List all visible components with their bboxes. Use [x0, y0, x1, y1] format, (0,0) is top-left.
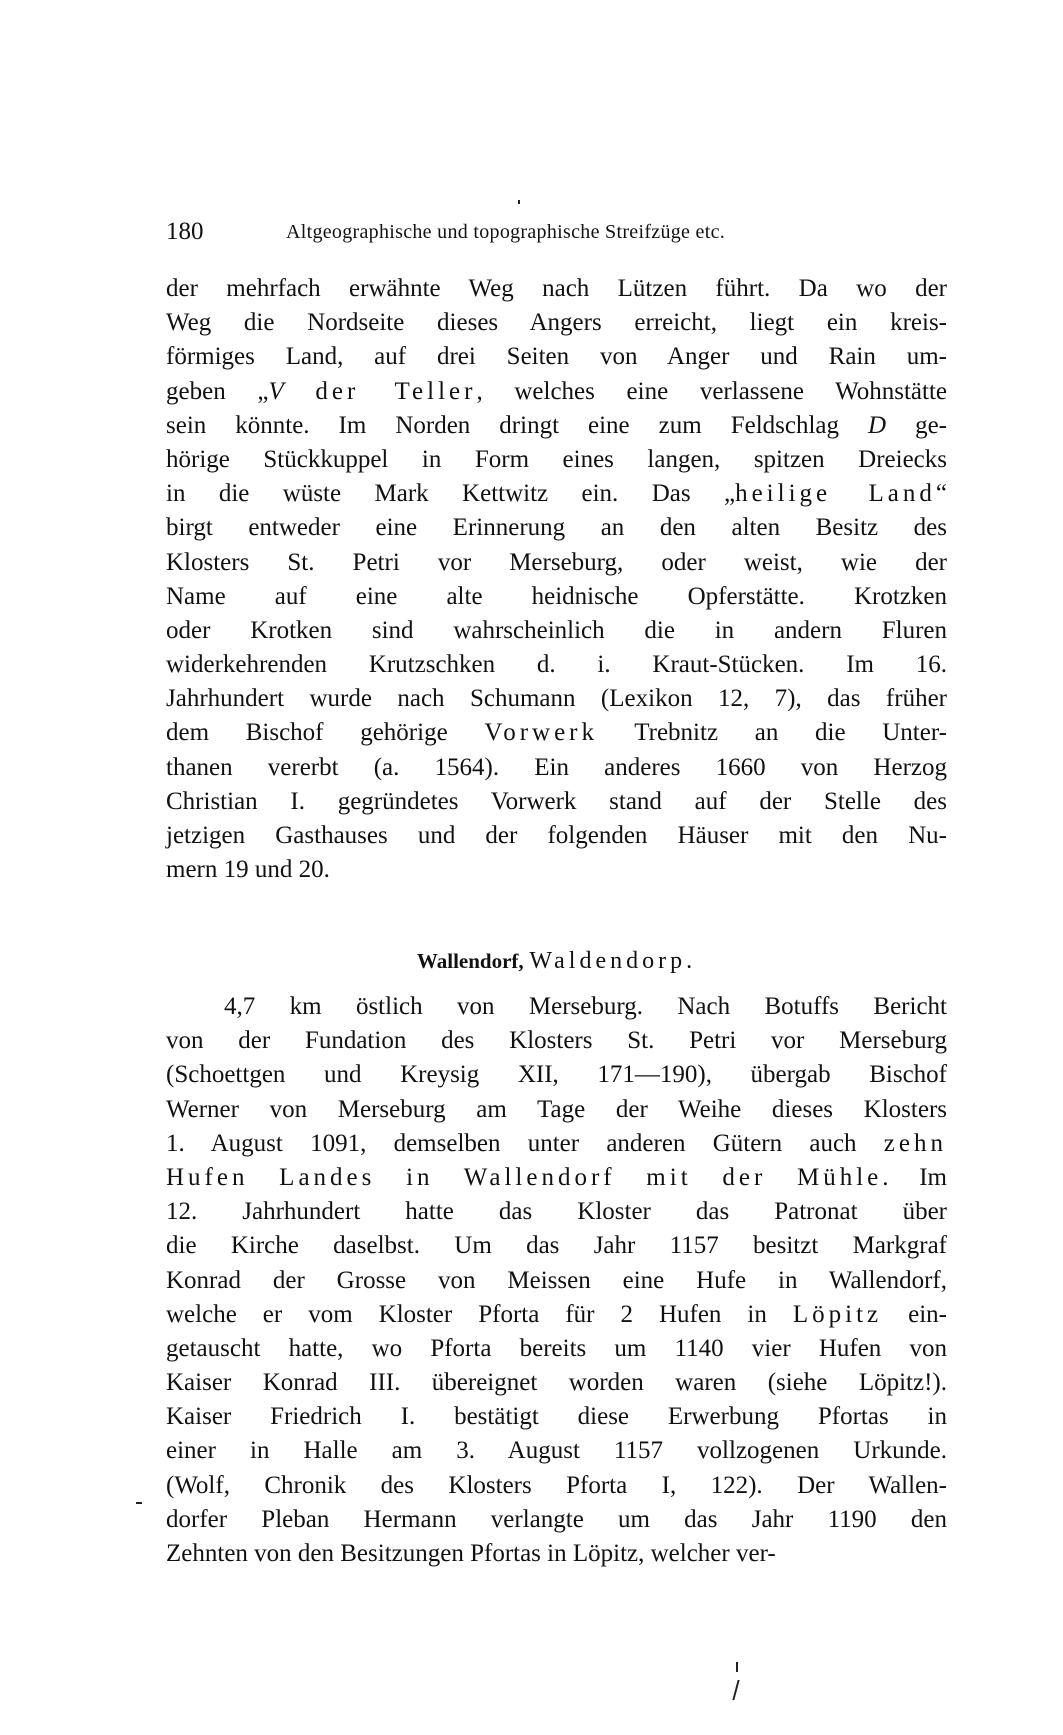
text-segment: Kaiser Konrad III. übereignet worden waren (siehe Löpitz!).: [166, 1369, 947, 1397]
text-segment: “: [935, 480, 947, 508]
running-header: [166, 218, 947, 252]
section-heading-old-name: Waldendorp.: [529, 948, 697, 974]
page-number: 180: [166, 218, 204, 245]
text-segment: Weg die Nordseite dieses Angers erreicht, liegt ein kreis-: [166, 309, 947, 337]
spaced-emphasis-text: der Teller: [315, 377, 477, 405]
text-line: [166, 648, 947, 682]
text-line: [166, 1024, 947, 1058]
text-segment: (Schoettgen und Kreysig XII, 171—190), übergab Bischof: [166, 1061, 947, 1089]
text-segment: Christian I. gegründetes Vorwerk stand auf der Stelle des: [166, 787, 947, 815]
text-line: [166, 751, 947, 785]
scan-speck: [732, 1680, 739, 1700]
text-line: [166, 1161, 947, 1195]
text-segment: dem Bischof gehörige: [166, 719, 485, 747]
text-segment: [284, 378, 316, 405]
text-segment: geben „: [166, 377, 269, 405]
text-line: [166, 1264, 947, 1298]
section-heading-name: Wallendorf,: [416, 949, 524, 973]
text-segment: die Kirche daselbst. Um das Jahr 1157 besitzt Markgraf: [166, 1232, 947, 1260]
text-segment: birgt entweder eine Erinnerung an den alten Besitz des: [166, 514, 947, 542]
text-line: [166, 511, 947, 545]
text-segment: thanen vererbt (a. 1564). Ein anderes 1660 von Herzog: [166, 753, 947, 781]
text-line: [166, 1195, 947, 1229]
text-line: [166, 1400, 947, 1434]
text-segment: der mehrfach erwähnte Weg nach Lützen führt. Da wo der: [166, 275, 947, 302]
text-line: [166, 272, 947, 306]
text-segment: Jahrhundert wurde nach Schumann (Lexikon 12, 7), das früher: [166, 685, 947, 713]
paragraph-1: [166, 272, 947, 887]
text-segment: Name auf eine alte heidnische Opferstätte. Krotzken: [166, 582, 947, 610]
text-line: [166, 1332, 947, 1366]
text-line: [166, 1537, 947, 1571]
text-line: [166, 1058, 947, 1092]
text-segment: , welches eine verlassene Wohnstätte: [476, 377, 947, 405]
spaced-emphasis-text: Löpitz: [792, 1300, 883, 1328]
scan-speck: [518, 200, 520, 204]
italic-text: V: [268, 377, 284, 405]
text-line: [166, 1127, 947, 1161]
text-segment: ein-: [882, 1300, 948, 1328]
text-line: [166, 1093, 947, 1127]
text-segment: in die wüste Mark Kettwitz ein. Das „: [166, 480, 736, 508]
text-segment: 12. Jahrhundert hatte das Kloster das Patronat über: [166, 1198, 947, 1226]
text-line: [166, 785, 947, 819]
text-segment: einer in Halle am 3. August 1157 vollzogenen Urkunde.: [166, 1437, 947, 1465]
text-segment: von der Fundation des Klosters St. Petri vor Merseburg: [166, 1027, 947, 1055]
text-line: [166, 306, 947, 340]
paragraph-2: [166, 990, 947, 1571]
text-segment: Im: [892, 1163, 947, 1191]
text-segment: ge-: [886, 411, 947, 439]
text-line: [166, 340, 947, 374]
text-segment: mern 19 und 20.: [166, 856, 330, 884]
text-line: [166, 1434, 947, 1468]
text-line: [166, 716, 947, 750]
text-segment: 1. August 1091, demselben unter anderen Gütern auch: [166, 1129, 884, 1157]
text-line: [166, 1469, 947, 1503]
text-segment: sein könnte. Im Norden dringt eine zum Feldschlag: [166, 411, 869, 439]
text-line: [166, 1503, 947, 1537]
text-segment: Trebnitz an die Unter-: [598, 719, 948, 747]
text-segment: 4,7 km östlich von Merseburg. Nach Botuffs Bericht: [224, 993, 947, 1020]
text-segment: förmiges Land, auf drei Seiten von Anger und Rain um-: [166, 343, 947, 371]
text-line: [166, 580, 947, 614]
spaced-emphasis-text: Hufen Landes in Wallendorf mit der Mühle.: [166, 1163, 893, 1191]
text-line: [166, 1298, 947, 1332]
text-segment: (Wolf, Chronik des Klosters Pforta I, 122). Der Wallen-: [166, 1471, 947, 1499]
text-segment: oder Krotken sind wahrscheinlich die in andern Fluren: [166, 616, 947, 644]
text-line: [166, 990, 947, 1024]
text-line: [166, 614, 947, 648]
text-segment: jetzigen Gasthauses und der folgenden Häuser mit den Nu-: [166, 822, 947, 849]
spaced-emphasis-text: Vorwerk: [484, 719, 598, 747]
running-title: Altgeographische und topographische Streifzüge etc.: [286, 221, 726, 243]
text-segment: getauscht hatte, wo Pforta bereits um 1140 vier Hufen von: [166, 1334, 947, 1362]
text-segment: dorfer Pleban Hermann verlangte um das Jahr 1190 den: [166, 1505, 947, 1533]
text-segment: Kaiser Friedrich I. bestätigt diese Erwerbung Pfortas in: [166, 1403, 947, 1431]
spaced-emphasis-text: zehn: [883, 1129, 947, 1157]
scan-speck: [136, 1502, 142, 1504]
text-segment: Werner von Merseburg am Tage der Weihe dieses Klosters: [166, 1095, 947, 1123]
text-line: [166, 477, 947, 511]
text-line: [166, 819, 947, 853]
text-segment: Klosters St. Petri vor Merseburg, oder weist, wie der: [166, 548, 947, 576]
text-line: [166, 1366, 947, 1400]
text-line: [166, 1229, 947, 1263]
text-segment: Konrad der Grosse von Meissen eine Hufe in Wallendorf,: [166, 1266, 947, 1294]
text-segment: Zehnten von den Besitzungen Pfortas in Löpitz, welcher ver-: [166, 1540, 776, 1567]
text-segment: hörige Stückkuppel in Form eines langen, spitzen Dreiecks: [166, 445, 947, 473]
text-line: [166, 443, 947, 477]
section-heading: [166, 944, 947, 978]
text-segment: widerkehrenden Krutzschken d. i. Kraut-Stücken. Im 16.: [166, 651, 947, 679]
scan-speck: [736, 1662, 738, 1672]
text-line: [166, 853, 947, 887]
spaced-emphasis-text: heilige Land: [735, 480, 936, 508]
text-line: [166, 682, 947, 716]
text-line: [166, 375, 947, 409]
text-line: [166, 409, 947, 443]
text-line: [166, 546, 947, 580]
italic-text: D: [868, 411, 887, 439]
text-segment: welche er vom Kloster Pforta für 2 Hufen in: [166, 1300, 793, 1328]
